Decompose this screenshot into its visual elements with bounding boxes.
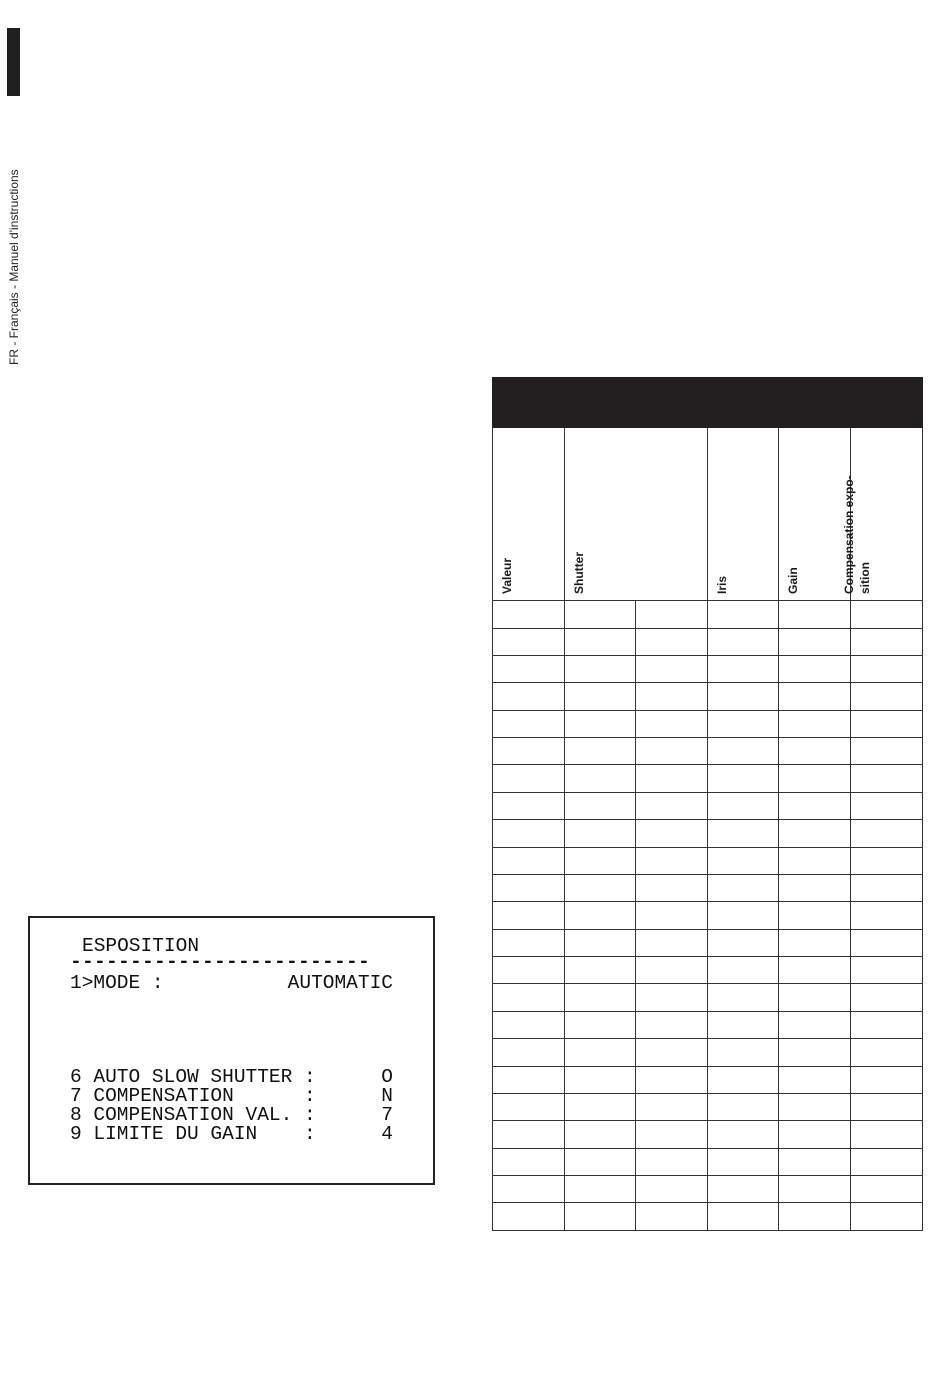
table-cell (565, 601, 636, 628)
column-header-label: Iris (715, 576, 729, 595)
table-cell (565, 655, 636, 682)
table-cell (636, 957, 708, 984)
menu-item-value: O (381, 1066, 393, 1088)
table-cell (779, 655, 851, 682)
table-cell (636, 820, 708, 847)
table-cell (636, 1176, 708, 1203)
table-row (493, 710, 923, 737)
table-cell (636, 765, 708, 792)
table-row (493, 957, 923, 984)
table-row (493, 1011, 923, 1038)
table-cell (779, 1148, 851, 1175)
table-cell (708, 1121, 779, 1148)
table-cell (779, 738, 851, 765)
menu-item-label: 9 LIMITE DU GAIN : (70, 1123, 316, 1145)
table-cell (708, 1093, 779, 1120)
table-cell (493, 1066, 565, 1093)
table-cell (851, 710, 923, 737)
column-header-label: Gain (786, 567, 800, 595)
table-cell (851, 683, 923, 710)
table-cell (708, 1039, 779, 1066)
table-cell (851, 1176, 923, 1203)
table-cell (779, 1011, 851, 1038)
menu-item-value: N (381, 1085, 393, 1107)
table-cell (851, 765, 923, 792)
table-cell (851, 1039, 923, 1066)
table-cell (851, 1066, 923, 1093)
table-cell (851, 1093, 923, 1120)
table-cell (565, 1203, 636, 1231)
table-cell (779, 765, 851, 792)
table-cell (636, 1093, 708, 1120)
table-cell (779, 847, 851, 874)
table-cell (636, 628, 708, 655)
table-cell (851, 1121, 923, 1148)
table-cell (493, 1039, 565, 1066)
table-cell (565, 1176, 636, 1203)
language-tab-marker (7, 28, 20, 96)
column-header-label: Shutter (572, 552, 586, 595)
table-cell (851, 820, 923, 847)
menu-item-mode-value: AUTOMATIC (287, 972, 393, 994)
table-cell (779, 902, 851, 929)
table-cell (708, 1011, 779, 1038)
table-cell (779, 683, 851, 710)
table-cell (779, 874, 851, 901)
table-row (493, 1148, 923, 1175)
table-cell (565, 628, 636, 655)
table-cell (565, 1121, 636, 1148)
table-cell (851, 874, 923, 901)
table-cell (565, 820, 636, 847)
table-cell (708, 902, 779, 929)
table-cell (565, 984, 636, 1011)
table-cell (565, 847, 636, 874)
table-cell (708, 820, 779, 847)
column-header-label: Valeur (500, 558, 514, 595)
table-cell (565, 738, 636, 765)
table-row (493, 929, 923, 956)
menu-item-label: 7 COMPENSATION : (70, 1085, 316, 1107)
table-cell (493, 820, 565, 847)
table-cell (636, 738, 708, 765)
table-cell (493, 874, 565, 901)
table-cell (565, 1093, 636, 1120)
table-cell (636, 874, 708, 901)
table-cell (779, 792, 851, 819)
table-cell (851, 957, 923, 984)
column-header-label: Compensation expo-sition (842, 475, 872, 595)
table-cell (493, 792, 565, 819)
table-cell (493, 683, 565, 710)
table-row (493, 1039, 923, 1066)
table-cell (779, 984, 851, 1011)
table-row (493, 1093, 923, 1120)
table-cell (493, 929, 565, 956)
table-cell (779, 1176, 851, 1203)
table-cell (779, 710, 851, 737)
esposition-menu-screen (28, 916, 435, 1185)
table-cell (708, 957, 779, 984)
table-cell (851, 655, 923, 682)
table-row (493, 738, 923, 765)
table-cell (708, 683, 779, 710)
table-cell (708, 628, 779, 655)
menu-item-label: 8 COMPENSATION VAL. : (70, 1104, 316, 1126)
menu-item-value: 4 (381, 1123, 393, 1145)
column-header-iris (708, 427, 779, 600)
table-cell (708, 1148, 779, 1175)
table-row (493, 601, 923, 628)
table-cell (493, 1121, 565, 1148)
table-cell (565, 1148, 636, 1175)
table-cell (493, 1093, 565, 1120)
column-header-gain (779, 427, 851, 600)
table-row (493, 1176, 923, 1203)
table-cell (565, 792, 636, 819)
table-cell (779, 1121, 851, 1148)
table-cell (708, 847, 779, 874)
table-cell (565, 683, 636, 710)
table-row (493, 683, 923, 710)
table-cell (851, 738, 923, 765)
table-cell (636, 683, 708, 710)
side-language-label: FR - Français - Manuel d'instructions (7, 169, 21, 365)
table-cell (565, 902, 636, 929)
table-cell (636, 847, 708, 874)
table-cell (493, 601, 565, 628)
table-cell (708, 765, 779, 792)
table-cell (851, 847, 923, 874)
table-row (493, 820, 923, 847)
table-cell (708, 1176, 779, 1203)
table-cell (851, 902, 923, 929)
table-body (493, 601, 923, 1231)
table-cell (779, 957, 851, 984)
table-cell (779, 628, 851, 655)
table-cell (851, 792, 923, 819)
table-cell (779, 1066, 851, 1093)
column-header-shutter (565, 427, 708, 600)
table-cell (636, 792, 708, 819)
table-cell (636, 902, 708, 929)
table-row (493, 1203, 923, 1231)
table-cell (708, 655, 779, 682)
table-row (493, 628, 923, 655)
table-cell (636, 1148, 708, 1175)
table-row (493, 792, 923, 819)
table-row (493, 847, 923, 874)
table-cell (565, 1066, 636, 1093)
table-cell (851, 628, 923, 655)
table-row (493, 1121, 923, 1148)
table-cell (779, 601, 851, 628)
table-cell (493, 1011, 565, 1038)
table-row (493, 655, 923, 682)
menu-title: ESPOSITION (82, 935, 200, 957)
table-cell (565, 1011, 636, 1038)
table-cell (636, 655, 708, 682)
table-cell (493, 957, 565, 984)
table-cell (708, 738, 779, 765)
table-cell (708, 1066, 779, 1093)
table-cell (708, 1203, 779, 1231)
table-cell (493, 984, 565, 1011)
table-cell (851, 1148, 923, 1175)
table-cell (636, 1011, 708, 1038)
table-header-band-cell (493, 378, 923, 428)
table-cell (636, 1121, 708, 1148)
table-cell (851, 929, 923, 956)
table-cell (565, 874, 636, 901)
table-row (493, 1066, 923, 1093)
menu-item-mode: 1>MODE : (70, 972, 164, 994)
table-cell (493, 710, 565, 737)
table-cell (493, 1203, 565, 1231)
table-header-band (493, 378, 923, 428)
table-row (493, 765, 923, 792)
table-cell (779, 1203, 851, 1231)
table-cell (493, 1176, 565, 1203)
table-cell (565, 1039, 636, 1066)
table-cell (493, 902, 565, 929)
column-header-compensation (842, 427, 923, 600)
table-cell (636, 1066, 708, 1093)
table-cell (708, 601, 779, 628)
table-cell (565, 957, 636, 984)
table-cell (851, 1203, 923, 1231)
table-cell (565, 710, 636, 737)
exposure-settings-table (492, 377, 923, 1231)
table-cell (708, 792, 779, 819)
menu-item-label: 6 AUTO SLOW SHUTTER : (70, 1066, 316, 1088)
column-header-valeur (493, 427, 565, 600)
table-cell (493, 1148, 565, 1175)
menu-separator: ------------------------- (70, 951, 371, 973)
table-cell (636, 601, 708, 628)
table-cell (636, 929, 708, 956)
table-cell (493, 847, 565, 874)
table-row (493, 984, 923, 1011)
table-cell (851, 984, 923, 1011)
table-cell (708, 874, 779, 901)
table-cell (851, 1011, 923, 1038)
table-cell (493, 655, 565, 682)
table-row (493, 902, 923, 929)
table-cell (779, 820, 851, 847)
table-cell (493, 738, 565, 765)
table-cell (565, 929, 636, 956)
menu-item-value: 7 (381, 1104, 393, 1126)
table-cell (708, 929, 779, 956)
table-cell (493, 628, 565, 655)
table-row (493, 874, 923, 901)
table-cell (779, 1093, 851, 1120)
table-cell (779, 929, 851, 956)
table-cell (779, 1039, 851, 1066)
table-cell (708, 710, 779, 737)
table-cell (493, 765, 565, 792)
table-cell (636, 1039, 708, 1066)
table-cell (636, 984, 708, 1011)
table-cell (565, 765, 636, 792)
table-cell (851, 601, 923, 628)
table-cell (636, 710, 708, 737)
table-column-headers (493, 427, 923, 600)
table-cell (636, 1203, 708, 1231)
table-cell (708, 984, 779, 1011)
